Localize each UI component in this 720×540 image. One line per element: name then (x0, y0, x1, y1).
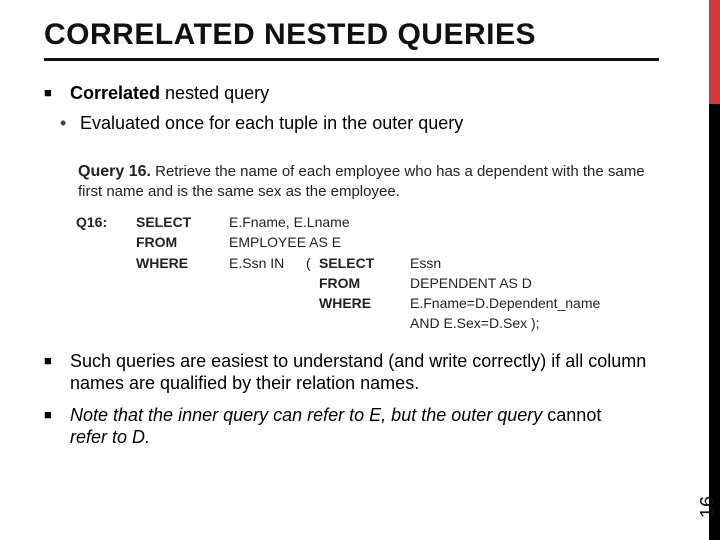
select-value: E.Fname, E.Lname (229, 214, 350, 230)
query-heading-text: Retrieve the name of each employee who has a dependent with the same first name and is the same sex as the employee. (78, 163, 645, 200)
bullet-italic-text: Note that the inner query can refer to E, but the outer query (70, 405, 543, 425)
inner-from-keyword: FROM (319, 275, 361, 291)
bullet-text: Such queries are easiest to understand (and write correctly) if all column names are qualified by their relation names. (70, 351, 647, 393)
bullet-plain-text: cannot (542, 405, 602, 425)
slide-title: CORRELATED NESTED QUERIES (44, 18, 536, 51)
from-keyword: FROM (136, 234, 178, 250)
inner-from-value: DEPENDENT AS D (410, 275, 532, 291)
query-heading (78, 162, 658, 202)
from-value: EMPLOYEE AS E (229, 234, 342, 250)
inner-where-keyword: WHERE (319, 295, 372, 311)
query-heading-label: Query 16. (78, 163, 151, 180)
inner-select-value: Essn (410, 255, 442, 271)
dot-bullet-icon: • (60, 113, 67, 133)
bullet-inner-outer-note (44, 404, 684, 450)
open-paren: ( (306, 255, 311, 271)
where-value: E.Ssn IN (229, 255, 285, 271)
inner-select-keyword: SELECT (319, 255, 375, 271)
select-keyword: SELECT (136, 214, 192, 230)
bullet-bold-term: Correlated (70, 83, 161, 103)
query-example-image (74, 158, 664, 338)
side-accent (709, 0, 720, 104)
where-keyword: WHERE (136, 255, 189, 271)
inner-and-value: AND E.Sex=D.Sex ); (410, 315, 540, 331)
inner-where-value: E.Fname=D.Dependent_name (410, 295, 601, 311)
bullet-italic-text-2: refer to D. (70, 427, 151, 447)
page-number: 16 (697, 495, 719, 519)
square-bullet-icon: ■ (44, 85, 52, 100)
square-bullet-icon: ■ (44, 407, 52, 422)
bullet-correlated (44, 82, 684, 106)
bullet-text: nested query (160, 83, 270, 103)
sub-bullet-text: Evaluated once for each tuple in the outer query (80, 113, 464, 133)
title-underline (44, 58, 659, 61)
bullet-qualified-names (44, 350, 684, 396)
square-bullet-icon: ■ (44, 353, 52, 368)
query-label: Q16: (76, 214, 108, 230)
